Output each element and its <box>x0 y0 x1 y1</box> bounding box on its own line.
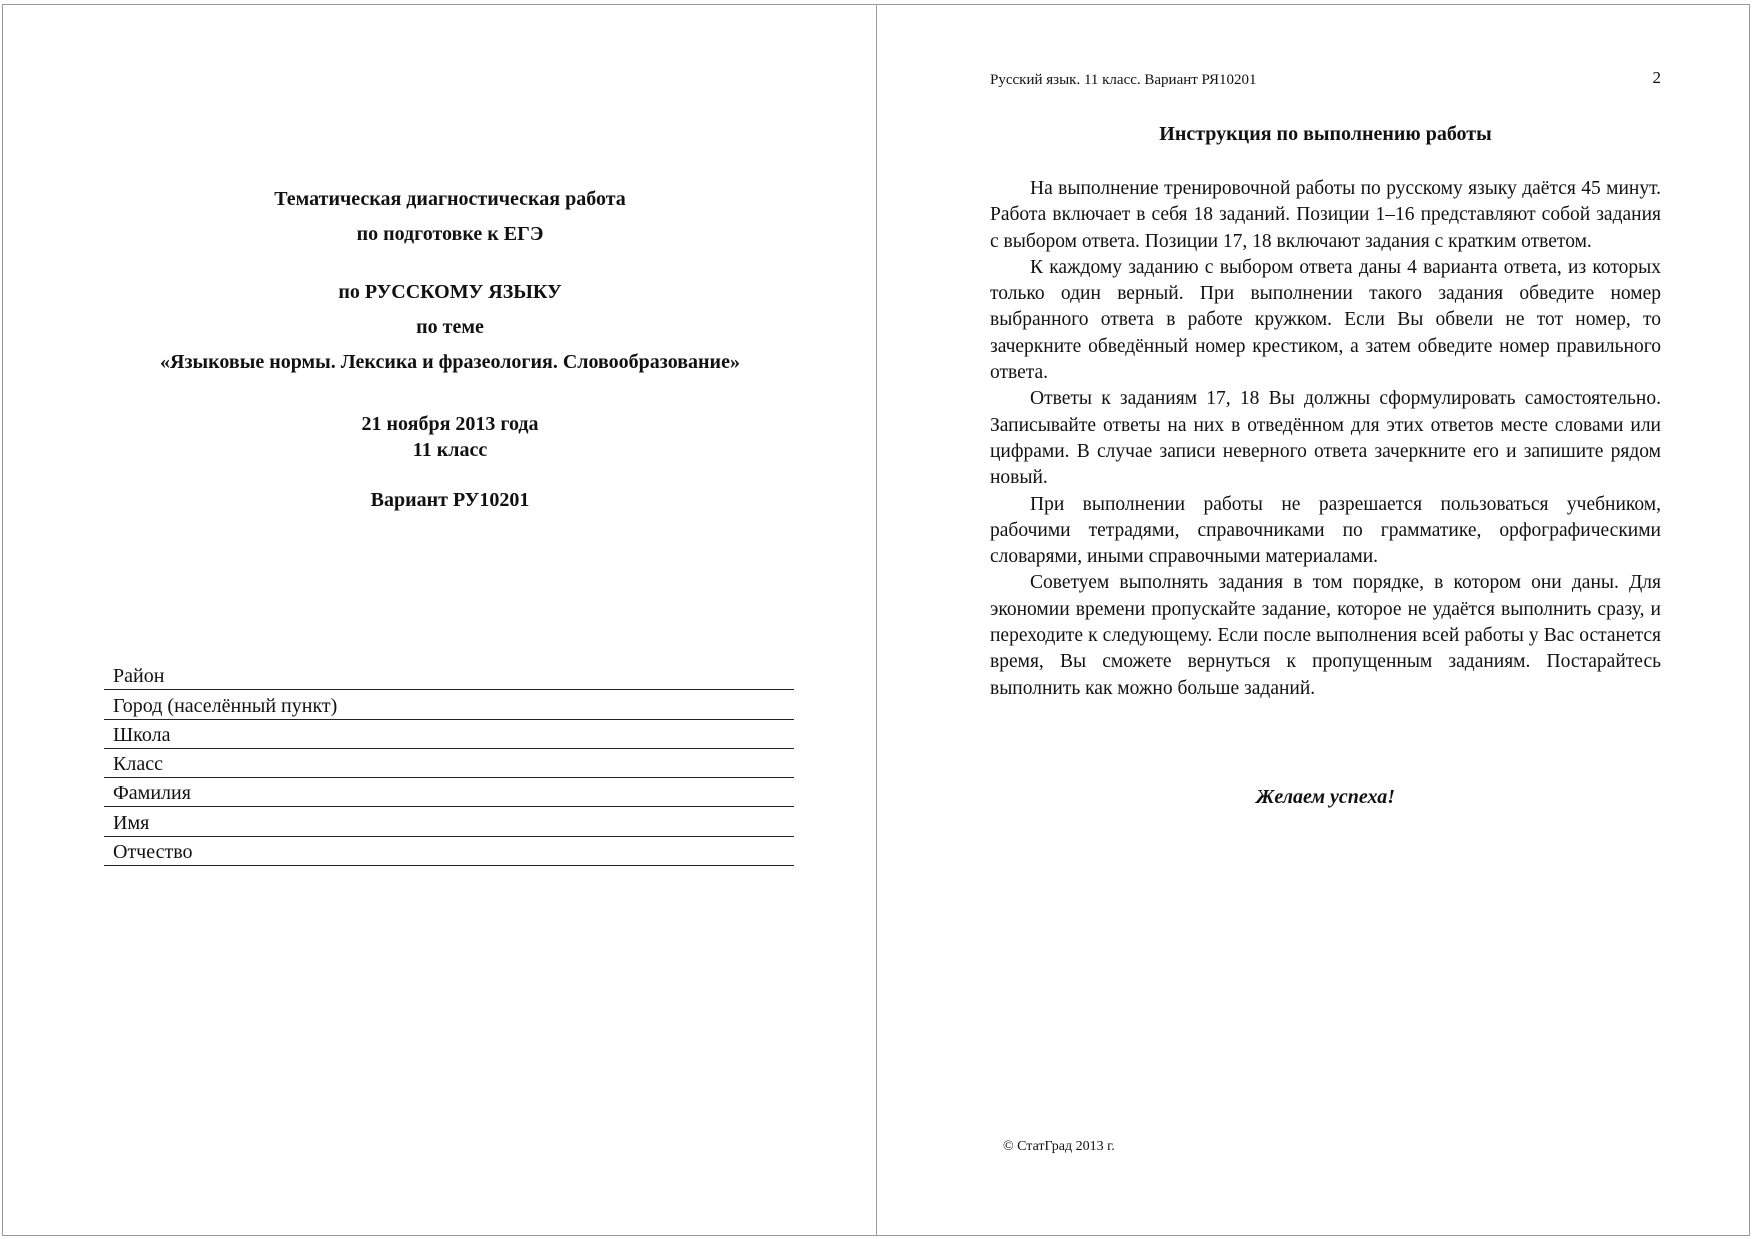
instructions-paragraph-2: К каждому заданию с выбором ответа даны 4 варианта ответа, из которых только один верный. При выполнении такого задания обведите номер выбранного ответа в работе кружком. Если Вы обвели не тот номер, то зачеркните обведённый номер крестиком, а затем обведите номер правильного ответа. <box>990 256 1661 384</box>
instructions-page <box>877 0 1754 1239</box>
form-row-district[interactable] <box>104 661 794 690</box>
cover-page <box>0 0 876 1239</box>
instructions-paragraph-3: Ответы к заданиям 17, 18 Вы должны сформулировать самостоятельно. Записывайте ответы на них в отведённом для этих ответов месте словами или цифрами. В случае записи неверного ответа зачеркните его и запишите рядом новый. <box>990 388 1661 489</box>
cover-title-line1: Тематическая диагностическая работа <box>274 188 626 210</box>
cover-topic-label: по теме <box>416 316 484 338</box>
cover-variant: Вариант РУ10201 <box>370 489 530 511</box>
form-row-patronymic[interactable] <box>104 837 794 866</box>
running-header: Русский язык. 11 класс. Вариант РЯ10201 <box>990 72 1257 88</box>
cover-topic: «Языковые нормы. Лексика и фразеология. Словообразование» <box>160 351 740 373</box>
instructions-title: Инструкция по выполнению работы <box>1159 123 1492 145</box>
form-label-district: Район <box>113 665 165 688</box>
instructions-paragraph-1: На выполнение тренировочной работы по русскому языку даётся 45 минут. Работа включает в себя 18 заданий. Позиции 1–16 представляют собой задания с выбором ответа. Позиции 17, 18 включают задания с кратким ответом. <box>990 178 1661 252</box>
student-info-form <box>104 661 794 866</box>
instructions-body <box>990 176 1661 702</box>
form-label-patronymic: Отчество <box>113 841 193 864</box>
cover-date: 21 ноября 2013 года <box>361 413 539 435</box>
page-number: 2 <box>1652 68 1661 87</box>
form-row-class[interactable] <box>104 749 794 778</box>
form-row-name[interactable] <box>104 807 794 836</box>
instructions-paragraph-4: При выполнении работы не разрешается пользоваться учебником, рабочими тетрадями, справочниками по грамматике, орфографическими словарями, иными справочными материалами. <box>990 493 1661 568</box>
good-luck-wish: Желаем успеха! <box>1255 786 1396 808</box>
cover-grade: 11 класс <box>412 439 488 461</box>
copyright-notice: © СтатГрад 2013 г. <box>1003 1139 1115 1154</box>
form-row-city[interactable] <box>104 690 794 719</box>
form-label-city: Город (населённый пункт) <box>113 694 338 717</box>
form-label-class: Класс <box>113 753 163 776</box>
form-label-surname: Фамилия <box>113 782 191 805</box>
cover-subject: по РУССКОМУ ЯЗЫКУ <box>338 281 562 303</box>
instructions-paragraph-5: Советуем выполнять задания в том порядке, в котором они даны. Для экономии времени пропускайте задание, которое не удаётся выполнить сразу, и переходите к следующему. Если после выполнения всей работы у Вас останется время, Вы сможете вернуться к пропущенным заданиям. Постарайтесь выполнить как можно больше заданий. <box>990 572 1661 699</box>
form-label-name: Имя <box>113 811 150 834</box>
form-label-school: Школа <box>113 723 171 746</box>
form-row-school[interactable] <box>104 720 794 749</box>
form-row-surname[interactable] <box>104 778 794 807</box>
cover-title-line2: по подготовке к ЕГЭ <box>356 223 544 245</box>
